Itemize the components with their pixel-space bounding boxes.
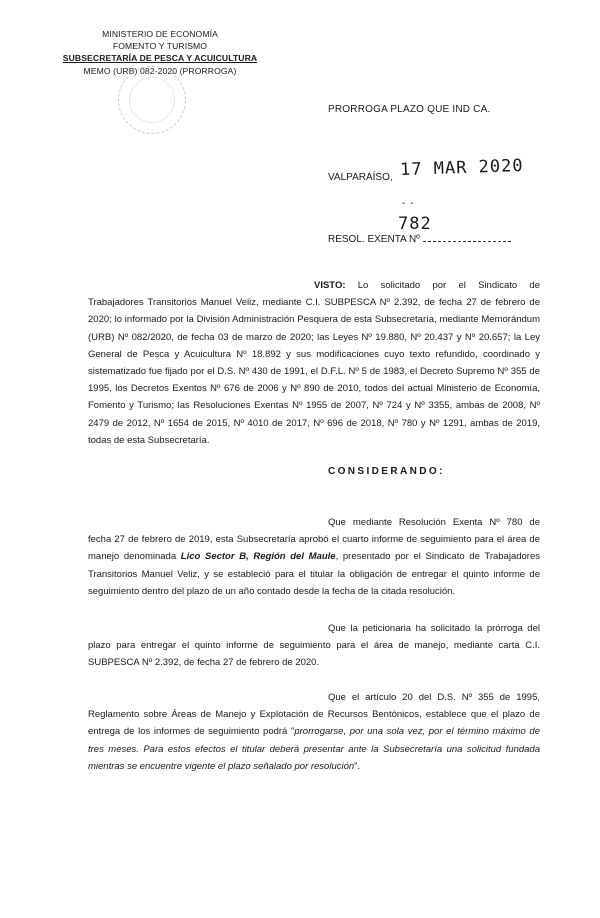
visto-label: VISTO:: [314, 280, 346, 291]
p3-text-b: ".: [354, 760, 361, 772]
official-seal: [118, 66, 186, 134]
visto-text: Lo solicitado por el Sindicato de Trabajadores Transitorios Manuel Veliz, mediante C.I. SUBPESCA Nº 2.392, de fecha 27 de febrero de 2020; lo informado por la División Administración Pesquera de esta Subsecretaría, mediante Memorándum (URB) Nº 082/2020, de fecha 03 de marzo de 2020; las Leyes Nº 19.880, Nº 20.437 y Nº 20.657; la Ley General de Pesca y Acuicultura Nº 18.892 y sus modificaciones cuyo texto refundido, coordinado y sistematizado fue fijado por el D.S. Nº 430 de 1991, el D.F.L. Nº 5 de 1983, el Decreto Supremo Nº 355 de 1995, los Decretos Exentos Nº 676 de 2006 y Nº 890 de 2010, todos del actual Ministerio de Economía, Fomento y Turismo; las Resoluciones Exentas Nº 1955 de 2007, Nº 724 y Nº 3355, ambas de 2008, Nº 2479 de 2012, Nº 1654 de 2015, Nº 4010 de 2017, Nº 696 de 2018, Nº 780 y Nº 1291, ambas de 2019, todas de esta Subsecretaría.: [88, 280, 540, 446]
considerando-heading: CONSIDERANDO:: [328, 466, 445, 477]
official-seal-inner: [129, 77, 175, 123]
visto-paragraph: [88, 277, 540, 449]
resolution-label: RESOL. EXENTA Nº: [328, 234, 420, 245]
subsecretaria-name: SUBSECRETARÍA DE PESCA Y ACUICULTURA: [62, 53, 258, 64]
ministry-name: MINISTERIO DE ECONOMÍA: [102, 29, 218, 39]
p1-text-b: , presentado por el Sindicato de Trabajadores Transitorios Manuel Veliz, y se estableció para el titular la obligación de entregar el quinto informe de seguimiento dentro del plazo de un año contado desde la fecha de la citada resolución.: [88, 551, 540, 597]
resolution-number: 782: [398, 214, 432, 234]
p1-text-a: Que mediante Resolución Exenta Nº 780 de fecha 27 de febrero de 2019, esta Subsecretaría aprobó el cuarto informe de seguimiento para el área de manejo denominada: [88, 517, 540, 563]
p1-area-name: Lico Sector B, Región del Maule: [180, 551, 336, 563]
considerando-paragraph-2: [88, 620, 540, 672]
resolution-blank: [423, 232, 511, 242]
document-subject: PRORROGA PLAZO QUE IND CA.: [328, 104, 491, 115]
document-date: 17 MAR 2020: [399, 155, 524, 181]
memo-reference: MEMO (URB) 082-2020 (PRORROGA): [83, 65, 237, 76]
dash-mark: - -: [402, 198, 415, 209]
p3-text-a: Que el artículo 20 del D.S. Nº 355 de 1995, Reglamento sobre Áreas de Manejo y Explotación de Recursos Bentónicos, establece que el plazo de entrega de los informes de seguimiento podrá ": [88, 692, 540, 738]
ministry-subtitle: FOMENTO Y TURISMO: [112, 41, 208, 52]
place-label: VALPARAÍSO,: [328, 172, 393, 183]
considerando-paragraph-1: [88, 514, 540, 600]
considerando-paragraph-3: [88, 689, 540, 775]
p3-quote: prorrogarse, por una sola vez, por el término máximo de tres meses. Para estos efectos el titular deberá presentar ante la Subsecretaría una solicitud fundada mientras se encuentre vigente el plazo señalado por resolución: [88, 726, 540, 772]
p2-text: Que la peticionaria ha solicitado la prórroga del plazo para entregar el quinto informe de seguimiento para el área de manejo, mediante carta C.I. SUBPESCA Nº 2.392, de fecha 27 de febrero de 2020.: [88, 623, 540, 669]
